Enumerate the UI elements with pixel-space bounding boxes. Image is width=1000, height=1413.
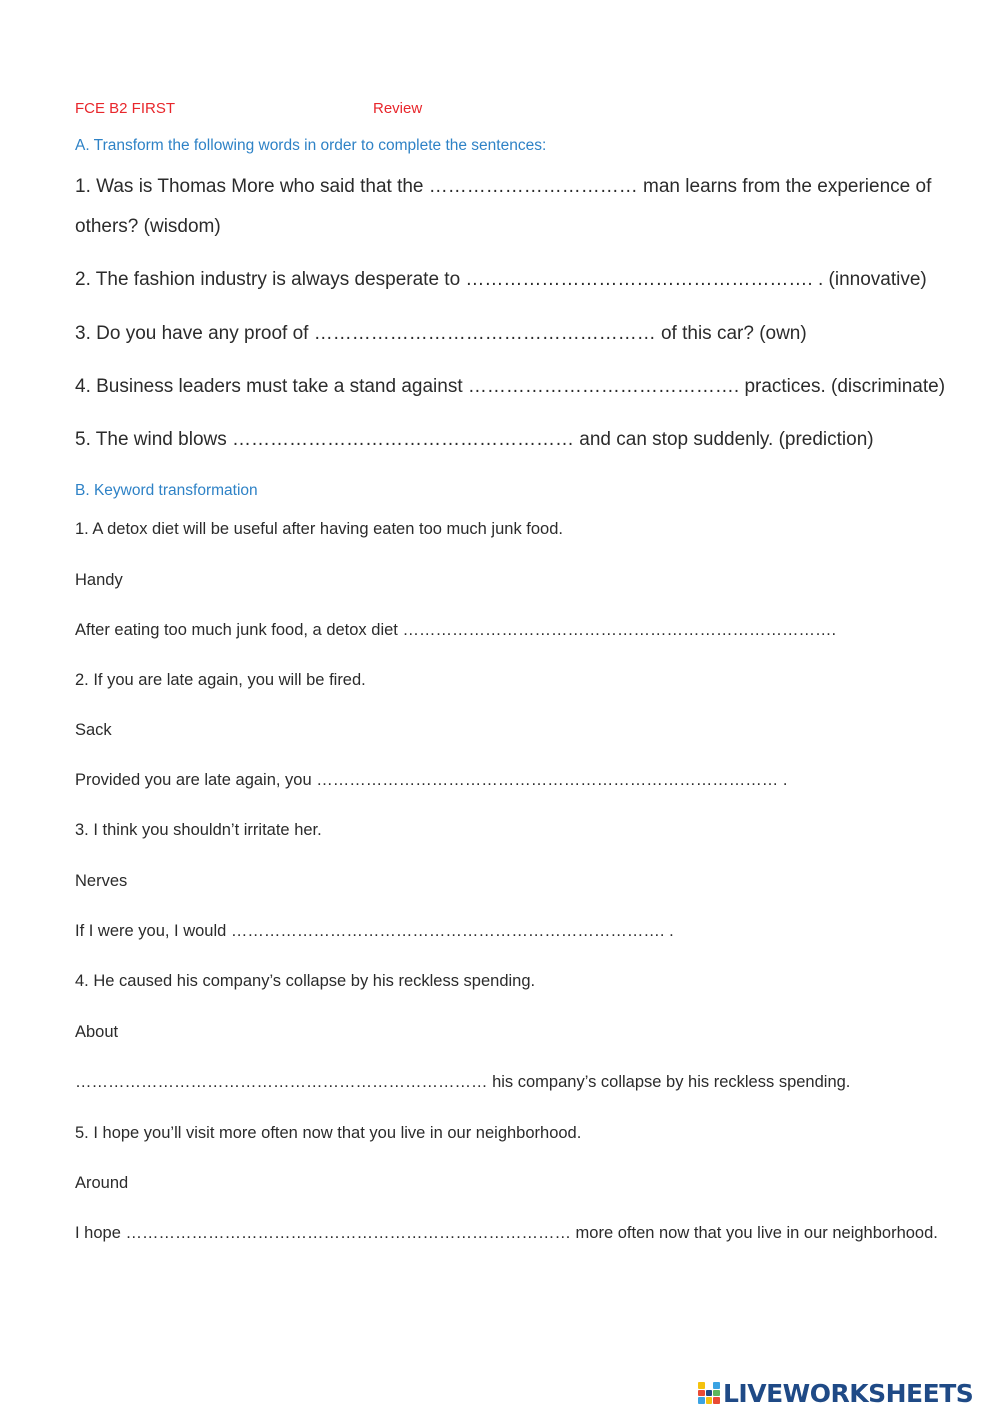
question-a1-line2: others? (wisdom) <box>75 216 221 237</box>
question-a1-line1: 1. Was is Thomas More who said that the …………………………… man learns from the experience of <box>75 176 932 197</box>
question-b1-keyword: Handy <box>75 571 123 589</box>
section-a-heading: A. Transform the following words in order to complete the sentences: <box>75 137 547 154</box>
question-b2-answer: Provided you are late again, you ………………………………………………………………………… . <box>75 771 788 789</box>
question-b1-answer: After eating too much junk food, a detox diet ……………………………………………………………………. <box>75 621 837 639</box>
liveworksheets-logo[interactable] <box>698 1378 973 1408</box>
question-a2: 2. The fashion industry is always desperate to ………………………………………………. . (innovative) <box>75 269 927 290</box>
question-b4-sentence: 4. He caused his company’s collapse by his reckless spending. <box>75 972 536 990</box>
page-title: Review <box>373 100 423 117</box>
question-b2-sentence: 2. If you are late again, you will be fired. <box>75 671 366 689</box>
question-a4: 4. Business leaders must take a stand against ……………………………………. practices. (discriminate) <box>75 376 946 397</box>
question-b3-sentence: 3. I think you shouldn’t irritate her. <box>75 821 322 839</box>
question-b3-answer: If I were you, I would ……………………………………………………………………. . <box>75 922 674 940</box>
question-a5: 5. The wind blows ……………………………………………… and can stop suddenly. (prediction) <box>75 429 874 450</box>
question-a3: 3. Do you have any proof of ……………………………………………… of this car? (own) <box>75 323 807 344</box>
question-b3-keyword: Nerves <box>75 872 128 890</box>
question-b5-keyword: Around <box>75 1174 129 1192</box>
course-label: FCE B2 FIRST <box>75 100 176 117</box>
question-b1-sentence: 1. A detox diet will be useful after having eaten too much junk food. <box>75 520 563 538</box>
liveworksheets-grid-icon <box>698 1382 720 1404</box>
question-b2-keyword: Sack <box>75 721 112 739</box>
question-b5-answer: I hope ……………………………………………………………………… more often now that you live in our neighborhood. <box>75 1224 938 1242</box>
question-b4-answer: ………………………………………………………………… his company’s collapse by his reckless spending. <box>75 1073 851 1091</box>
question-b5-sentence: 5. I hope you’ll visit more often now that you live in our neighborhood. <box>75 1124 582 1142</box>
question-b4-keyword: About <box>75 1023 119 1041</box>
section-b-heading: B. Keyword transformation <box>75 482 258 499</box>
logo-text: LIVEWORKSHEETS <box>723 1378 974 1408</box>
